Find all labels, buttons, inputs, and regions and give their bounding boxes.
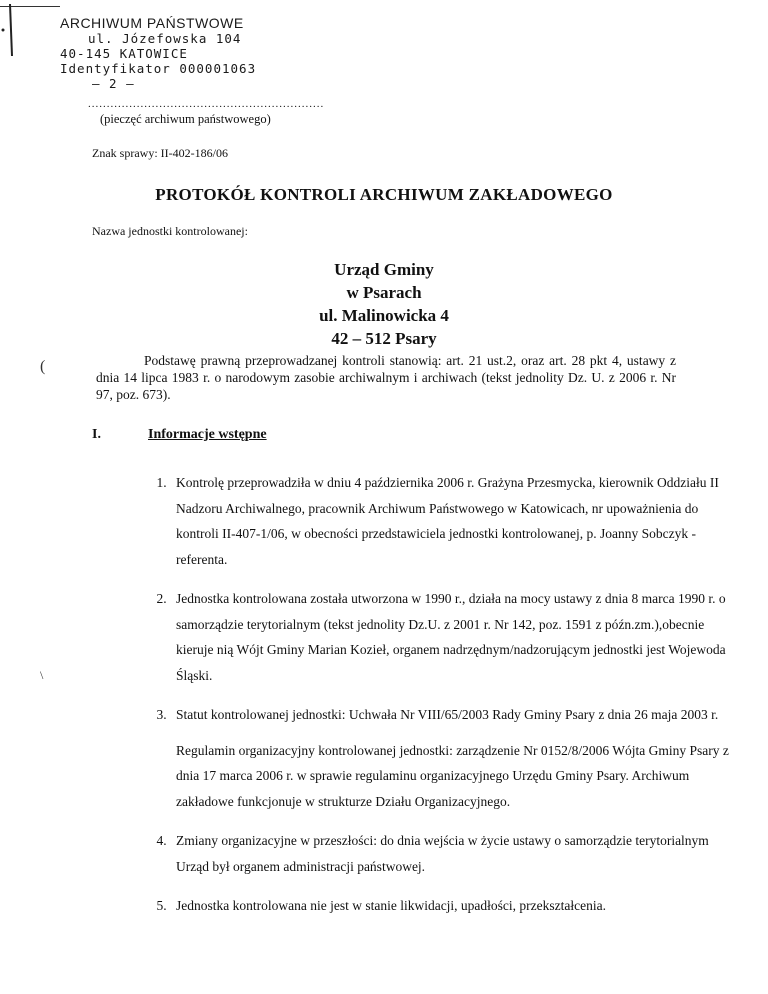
unit-name-line1: Urząd Gminy xyxy=(334,260,434,279)
unit-address xyxy=(0,258,768,350)
stamp-line-city: 40-145 KATOWICE xyxy=(60,46,188,61)
unit-name-line2: w Psarach xyxy=(346,283,422,302)
list-item: 4. Zmiany organizacyjne w przeszłości: do dnia wejścia w życie ustawy o samorządzie terytorialnym Urząd był organem administracji państwowej. xyxy=(170,828,730,879)
case-number: Znak sprawy: II-402-186/06 xyxy=(92,146,228,160)
margin-tick: \ xyxy=(40,668,44,682)
section-title: Informacje wstępne xyxy=(148,427,267,442)
stamp-line-number: — 2 — xyxy=(92,76,135,91)
stamp-line-institution: ARCHIWUM PAŃSTWOWE xyxy=(60,15,244,31)
stamp-line-identifier: Identyfikator 000001063 xyxy=(60,61,257,76)
list-item: 1. Kontrolę przeprowadziła w dniu 4 października 2006 r. Grażyna Przesmycka, kierownik Oddziału II Nadzoru Archiwalnego, pracownik Archiwum Państwowego w Katowicach, nr upoważnienia do kontroli II-407-1/06, w obecności przedstawiciela jednostki kontrolowanej, p. Joanny Sobczyk - referenta. xyxy=(170,470,730,572)
scan-corner-marks xyxy=(0,0,14,60)
document-title: PROTOKÓŁ KONTROLI ARCHIWUM ZAKŁADOWEGO xyxy=(155,185,613,204)
section-number: I. xyxy=(92,427,101,442)
stamp-line-street: ul. Józefowska 104 xyxy=(88,31,242,46)
margin-mark: ( xyxy=(40,358,46,375)
unit-postal: 42 – 512 Psary xyxy=(331,329,437,348)
list-item: 3. Statut kontrolowanej jednostki: Uchwała Nr VIII/65/2003 Rady Gminy Psary z dnia 26 maja 2003 r. Regulamin organizacyjny kontrolowanej jednostki: zarządzenie Nr 0152/8/2006 Wójta Gminy Psary z dnia 17 marca 2006 r. w sprawie regulaminu organizacyjnego Urzędu Gminy Psary. Archiwum zakładowe funkcjonuje w strukturze Działu Organizacyjnego. xyxy=(170,702,730,814)
list-item: 5. Jednostka kontrolowana nie jest w stanie likwidacji, upadłości, przekształcenia. xyxy=(170,893,730,919)
stamp-caption: (pieczęć archiwum państwowego) xyxy=(100,112,271,126)
list-item-extra-paragraph: Regulamin organizacyjny kontrolowanej jednostki: zarządzenie Nr 0152/8/2006 Wójta Gminy Psary z dnia 17 marca 2006 r. w sprawie regulaminu organizacyjnego Urzędu Gminy Psary. Archiwum zakładowe funkcjonuje w strukturze Działu Organizacyjnego. xyxy=(176,742,729,809)
stamp-dotted-line: ............................................................... xyxy=(88,98,325,110)
info-list xyxy=(150,470,730,933)
archive-stamp xyxy=(60,16,256,91)
unit-label: Nazwa jednostki kontrolowanej: xyxy=(92,224,248,238)
unit-street: ul. Malinowicka 4 xyxy=(319,306,449,325)
list-item: 2. Jednostka kontrolowana została utworzona w 1990 r., działa na mocy ustawy z dnia 8 marca 1990 r. o samorządzie terytorialnym (tekst jednolity Dz.U. z 2001 r. Nr 142, poz. 1591 z późn.zm.),obecnie kieruje nią Wójt Gminy Marian Kozieł, organem nadrzędnym/nadzorującym jednostki jest Wojewoda Śląski. xyxy=(170,586,730,688)
legal-basis-paragraph: Podstawę prawną przeprowadzanej kontroli stanowią: art. 21 ust.2, oraz art. 28 pkt 4, ustawy z dnia 14 lipca 1983 r. o narodowym zasobie archiwalnym i archiwach (tekst jednolity Dz. U. z 2006 r. Nr 97, poz. 673). xyxy=(96,353,676,402)
